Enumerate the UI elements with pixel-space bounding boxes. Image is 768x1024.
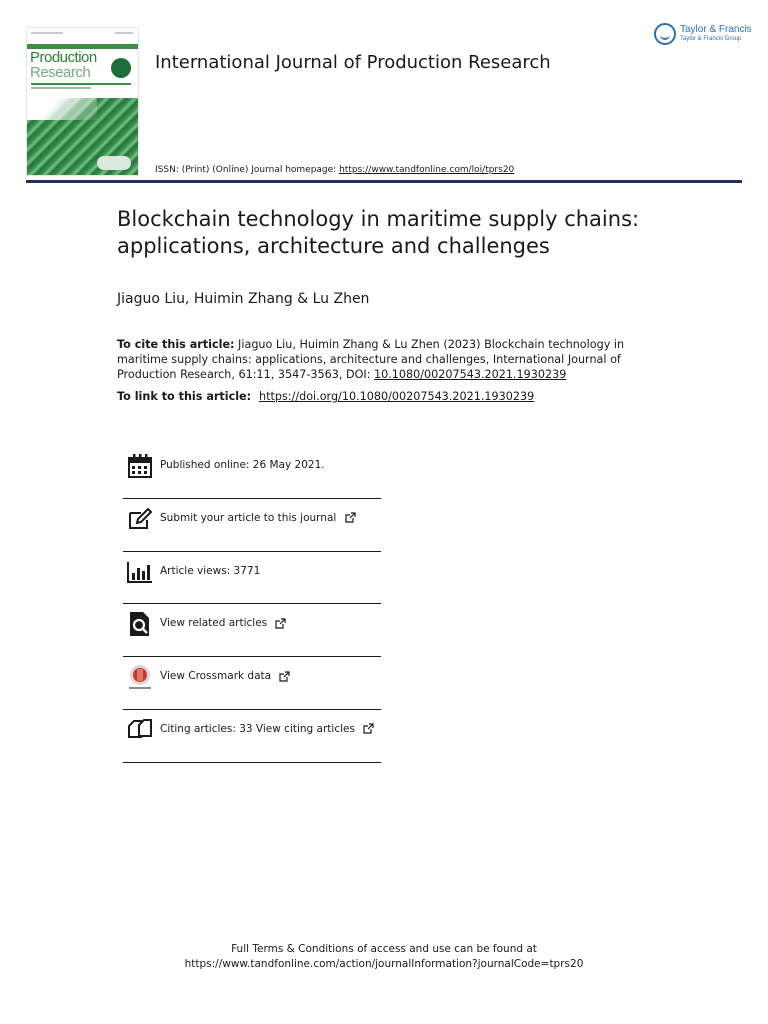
publisher-name: Taylor & Francis — [680, 24, 752, 35]
cover-stripe — [31, 83, 131, 85]
citation-block — [117, 337, 657, 382]
link-label: To link to this article: — [117, 390, 255, 403]
citing-articles-icon — [127, 717, 153, 743]
related-articles-label — [160, 617, 286, 629]
journal-cover-thumbnail[interactable] — [26, 27, 139, 176]
citing-articles-label — [160, 723, 374, 735]
cover-decoration — [115, 32, 133, 34]
crossmark-icon — [127, 664, 153, 690]
related-articles-row[interactable] — [123, 604, 381, 657]
external-link-icon — [279, 671, 290, 682]
cover-publisher-logo — [97, 156, 131, 170]
cover-title-line2: Research — [30, 64, 91, 81]
article-views-row — [123, 552, 381, 605]
footer-terms-link[interactable]: https://www.tandfonline.com/action/journalInformation?journalCode=tprs20 — [184, 958, 584, 970]
article-doi-link[interactable]: https://doi.org/10.1080/00207543.2021.1930239 — [259, 390, 535, 403]
published-row — [123, 446, 381, 499]
external-link-icon — [363, 723, 374, 734]
citing-articles-row[interactable] — [123, 710, 381, 763]
article-title — [117, 206, 697, 260]
cover-badge — [111, 58, 131, 78]
external-link-icon — [275, 618, 286, 629]
cover-title-line1: Production — [30, 49, 97, 66]
citation-text1: Jiaguo Liu, Huimin Zhang & Lu Zhen (2023) Blockchain technology in — [234, 338, 625, 351]
bar-chart-icon — [127, 559, 153, 585]
taylor-francis-logo-icon — [654, 23, 676, 45]
citation-line3 — [117, 367, 657, 382]
submit-article-row[interactable] — [123, 499, 381, 552]
published-date: Published online: 26 May 2021. — [160, 459, 325, 471]
citation-line2: maritime supply chains: applications, architecture and challenges, International Journal of — [117, 353, 621, 366]
citing-articles-text: Citing articles: 33 View citing articles — [160, 722, 355, 735]
issn-text: ISSN: (Print) (Online) Journal homepage: — [155, 165, 340, 175]
cover-decoration — [31, 32, 63, 34]
article-title-line1: Blockchain technology in maritime supply chains: — [117, 207, 640, 231]
article-title-line2: applications, architecture and challenges — [117, 234, 550, 258]
article-authors: Jiaguo Liu, Huimin Zhang & Lu Zhen — [117, 291, 370, 307]
submit-article-text: Submit your article to this journal — [160, 511, 337, 524]
footer-line1: Full Terms & Conditions of access and use can be found at — [231, 943, 537, 955]
journal-title: International Journal of Production Research — [155, 52, 551, 73]
citation-line1 — [117, 337, 657, 352]
header-divider — [26, 180, 742, 183]
taylor-francis-logo[interactable] — [654, 23, 754, 47]
issn-line — [155, 165, 514, 175]
crossmark-row[interactable] — [123, 657, 381, 710]
cover-artwork-fade — [27, 90, 97, 120]
publisher-group: Taylor & Francis Group — [680, 36, 742, 42]
journal-homepage-link[interactable]: https://www.tandfonline.com/loi/tprs20 — [339, 165, 515, 175]
citation-text3: Production Research, 61:11, 3547-3563, DOI: — [117, 368, 374, 381]
footer-terms — [0, 942, 768, 972]
submit-article-label — [160, 512, 356, 524]
cover-stripe — [31, 87, 91, 89]
related-articles-text: View related articles — [160, 617, 268, 630]
article-link-line — [117, 390, 534, 403]
edit-icon — [127, 506, 153, 532]
crossmark-label — [160, 670, 290, 682]
calendar-icon — [127, 453, 153, 479]
article-info-list — [123, 446, 381, 763]
doi-link[interactable]: 10.1080/00207543.2021.1930239 — [374, 368, 567, 381]
related-articles-icon — [127, 611, 153, 637]
external-link-icon — [345, 512, 356, 523]
crossmark-text: View Crossmark data — [160, 670, 272, 683]
article-views: Article views: 3771 — [160, 564, 261, 577]
citation-label: To cite this article: — [117, 338, 235, 351]
